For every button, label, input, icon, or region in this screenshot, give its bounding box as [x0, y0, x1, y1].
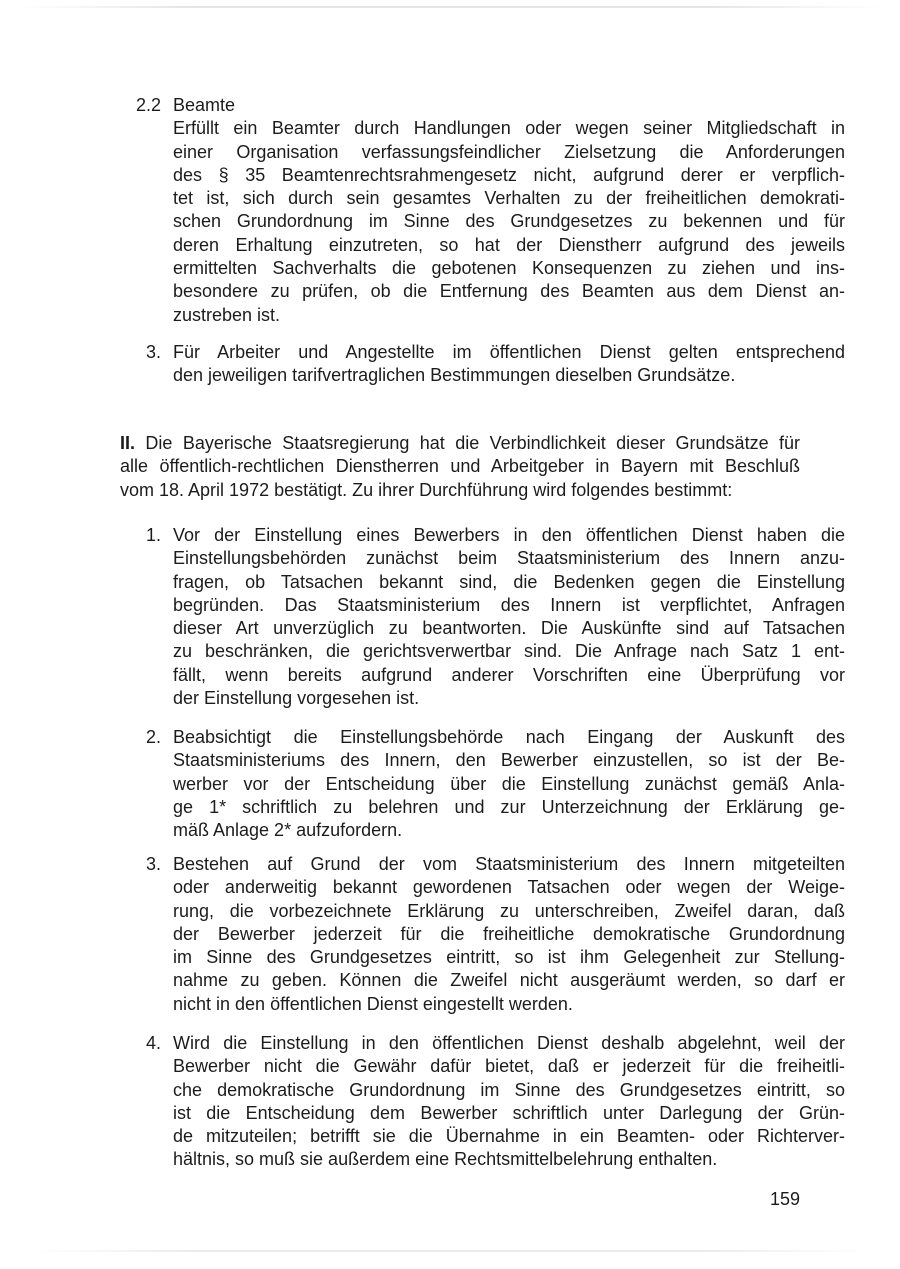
- text-line: deren Erhaltung einzutreten, so hat der Dienstherr aufgrund des jeweils: [173, 234, 845, 255]
- item-number: 1.: [146, 525, 162, 545]
- section-number: 3.: [146, 342, 162, 362]
- text-line: ermittelten Sachverhalts die gebotenen Konsequenzen zu ziehen und ins-: [173, 258, 845, 279]
- item-number: 3.: [146, 854, 162, 874]
- text-line: [120, 432, 800, 455]
- list-item: [173, 726, 845, 842]
- text-line: tet ist, sich durch sein gesamtes Verhalten zu der freiheitlichen demokrati-: [173, 188, 845, 209]
- text-line: dieser Art unverzüglich zu beantworten. Die Auskünfte sind auf Tatsachen: [173, 618, 845, 639]
- section-heading: Beamte: [173, 95, 236, 115]
- text-line: rung, die vorbezeichnete Erklärung zu unterschreiben, Zweifel daran, daß: [173, 900, 845, 921]
- text-line: vom 18. April 1972 bestätigt. Zu ihrer Durchführung wird folgendes bestimmt:: [120, 479, 733, 500]
- part-ii-paragraph: [120, 432, 800, 502]
- text-span: Die Bayerische Staatsregierung hat die Verbindlichkeit dieser Grundsätze für: [135, 433, 800, 453]
- text-line: schen Grundordnung im Sinne des Grundgesetzes zu bekennen und für: [173, 211, 845, 232]
- text-line: begründen. Das Staatsministerium des Innern ist verpflichtet, Anfragen: [173, 594, 845, 615]
- text-line: che demokratische Grundordnung im Sinne des Grundgesetzes eintritt, so: [173, 1079, 845, 1100]
- text-line: einer Organisation verfassungsfeindlicher Zielsetzung die Anforderungen: [173, 141, 845, 162]
- section-arbeiter-angestellte: [173, 341, 845, 388]
- text-line: oder anderweitig bekannt gewordenen Tatsachen oder wegen der Weige-: [173, 877, 845, 898]
- section-number: 2.2: [136, 95, 162, 115]
- text-line: Bewerber nicht die Gewähr dafür bietet, daß er jederzeit für die freiheitli-: [173, 1056, 845, 1077]
- text-line: den jeweiligen tarifvertraglichen Bestimmungen dieselben Grundsätze.: [173, 365, 736, 386]
- page-number: 159: [769, 1189, 800, 1209]
- text-line: Vor der Einstellung eines Bewerbers in den öffentlichen Dienst haben die: [173, 525, 845, 545]
- text-line: werber vor der Entscheidung über die Einstellung zunächst gemäß Anla-: [173, 773, 845, 794]
- text-line: mäß Anlage 2* aufzufordern.: [173, 820, 403, 841]
- text-line: ist die Entscheidung dem Bewerber schriftlich unter Darlegung der Grün-: [173, 1102, 845, 1123]
- text-line: ge 1* schriftlich zu belehren und zur Unterzeichnung der Erklärung ge-: [173, 796, 845, 817]
- text-line: de mitzuteilen; betrifft sie die Übernahme in ein Beamten- oder Richterver-: [173, 1126, 845, 1147]
- item-number: 2.: [146, 727, 162, 747]
- text-line: Erfüllt ein Beamter durch Handlungen oder wegen seiner Mitgliedschaft in: [173, 118, 845, 139]
- list-item: [173, 524, 845, 710]
- text-line: zustreben ist.: [173, 304, 281, 325]
- text-line: Bestehen auf Grund der vom Staatsministerium des Innern mitgeteilten: [173, 854, 845, 874]
- text-line: Einstellungsbehörden zunächst beim Staatsministerium des Innern anzu-: [173, 548, 845, 569]
- text-line: der Bewerber jederzeit für die freiheitliche demokratische Grundordnung: [173, 923, 845, 944]
- list-item: [173, 1032, 845, 1172]
- scan-bottom-edge: [30, 1250, 870, 1252]
- text-line: zu beschränken, die gerichtsverwertbar sind. Die Anfrage nach Satz 1 ent-: [173, 641, 845, 662]
- text-line: der Einstellung vorgesehen ist.: [173, 688, 420, 709]
- item-number: 4.: [146, 1033, 162, 1053]
- text-line: fragen, ob Tatsachen bekannt sind, die Bedenken gegen die Einstellung: [173, 571, 845, 592]
- text-line: Beabsichtigt die Einstellungsbehörde nach Eingang der Auskunft des: [173, 727, 845, 747]
- list-item: [173, 853, 845, 1016]
- text-line: besondere zu prüfen, ob die Entfernung des Beamten aus dem Dienst an-: [173, 281, 845, 302]
- text-line: alle öffentlich-rechtlichen Dienstherren und Arbeitgeber in Bayern mit Beschluß: [120, 456, 800, 477]
- section-paragraph: [173, 117, 845, 327]
- text-line: Für Arbeiter und Angestellte im öffentlichen Dienst gelten entsprechend: [173, 342, 845, 362]
- text-line: fällt, wenn bereits aufgrund anderer Vorschriften eine Überprüfung vor: [173, 664, 845, 685]
- text-line: im Sinne des Grundgesetzes eintritt, so ist ihm Gelegenheit zur Stellung-: [173, 947, 845, 968]
- text-line: nahme zu geben. Können die Zweifel nicht ausgeräumt werden, so darf er: [173, 970, 845, 991]
- text-line: nicht in den öffentlichen Dienst eingestellt werden.: [173, 993, 573, 1014]
- part-ii-label: II.: [120, 433, 136, 453]
- text-line: hältnis, so muß sie außerdem eine Rechtsmittelbelehrung enthalten.: [173, 1149, 718, 1170]
- section-beamte: [173, 94, 845, 327]
- text-line: des § 35 Beamtenrechtsrahmengesetz nicht, aufgrund derer er verpflich-: [173, 164, 845, 185]
- text-line: Wird die Einstellung in den öffentlichen Dienst deshalb abgelehnt, weil der: [173, 1033, 845, 1053]
- text-line: Staatsministeriums des Innern, den Bewerber einzustellen, so ist der Be-: [173, 750, 845, 771]
